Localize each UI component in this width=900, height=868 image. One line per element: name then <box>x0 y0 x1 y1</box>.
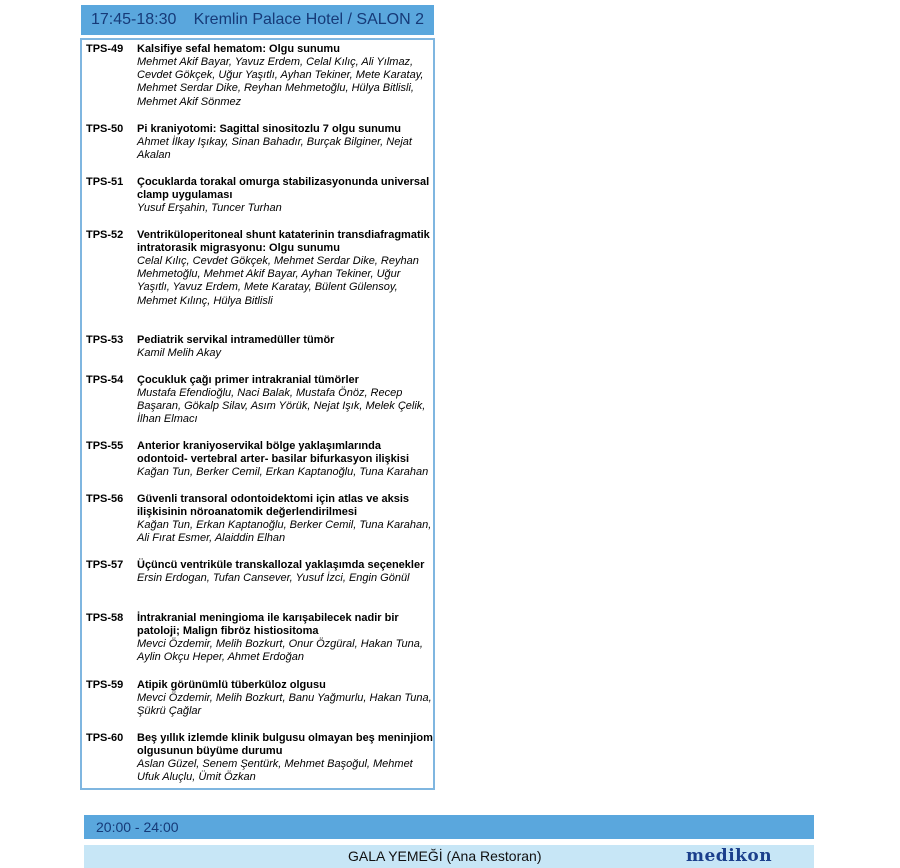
entry-title: Beş yıllık izlemde klinik bulgusu olmayan beş meninjiom olgusunun büyüme durumu <box>137 732 433 757</box>
entry-title: Anterior kraniyoservikal bölge yaklaşımlarında odontoid- vertebral arter- basilar bifurkasyon ilişkisi <box>137 440 410 465</box>
entry-authors: Ersin Erdogan, Tufan Cansever, Yusuf İzci, Engin Gönül <box>137 572 410 584</box>
program-list <box>80 38 435 790</box>
entry-title: Ventriküloperitoneal shunt kataterinin transdiafragmatik intratorasik migrasyonu: Olgu sunumu <box>137 229 430 254</box>
entry-authors: Celal Kılıç, Cevdet Gökçek, Mehmet Serdar Dike, Reyhan Mehmetoğlu, Mehmet Akif Bayar, Ayhan Tekiner, Uğur Yaşıtlı, Yavuz Erdem, Mete Karatay, Bülent Gülensoy, Mehmet Kılınç, Hülya Bitlisli <box>137 255 419 307</box>
entry-code: TPS-51 <box>86 176 124 188</box>
entry-authors: Kamil Melih Akay <box>137 347 221 359</box>
entry-title: Kalsifiye sefal hematom: Olgu sunumu <box>137 43 340 55</box>
session-time: 17:45-18:30 <box>91 11 177 28</box>
entry-title: İntrakranial meningioma ile karışabilecek nadir bir patoloji; Malign fibröz histiositoma <box>137 612 399 637</box>
entry-authors: Kağan Tun, Erkan Kaptanoğlu, Berker Cemil, Tuna Karahan, Ali Fırat Esmer, Alaiddin Elhan <box>137 519 432 545</box>
entry-authors: Yusuf Erşahin, Tuncer Turhan <box>137 202 282 214</box>
entry-code: TPS-50 <box>86 123 124 135</box>
entry-code: TPS-55 <box>86 440 124 452</box>
gala-time-header <box>84 815 814 839</box>
entry-title: Pi kraniyotomi: Sagittal sinositozlu 7 olgu sunumu <box>137 123 402 135</box>
entry-authors: Kağan Tun, Berker Cemil, Erkan Kaptanoğlu, Tuna Karahan <box>137 466 429 478</box>
entry-code: TPS-60 <box>86 732 124 744</box>
entry-code: TPS-59 <box>86 679 124 691</box>
entry-authors: Ahmet İlkay Işıkay, Sinan Bahadır, Burçak Bilginer, Nejat Akalan <box>137 136 412 162</box>
entry-code: TPS-57 <box>86 559 124 571</box>
entry-authors: Aslan Güzel, Senem Şentürk, Mehmet Başoğul, Mehmet Ufuk Aluçlu, Ümit Özkan <box>137 758 413 784</box>
entry-code: TPS-54 <box>86 374 124 386</box>
session-header <box>81 5 434 35</box>
entry-authors: Mevci Özdemir, Melih Bozkurt, Banu Yağmurlu, Hakan Tuna, Şükrü Çağlar <box>137 692 432 718</box>
session-venue: Kremlin Palace Hotel / SALON 2 <box>193 11 424 28</box>
entry-title: Pediatrik servikal intramedüller tümör <box>137 334 335 346</box>
entry-code: TPS-56 <box>86 493 124 505</box>
entry-title: Güvenli transoral odontoidektomi için atlas ve aksis ilişkisinin nöroanatomik değerlendirilmesi <box>137 493 410 518</box>
entry-authors: Mevci Özdemir, Melih Bozkurt, Onur Özgüral, Hakan Tuna, Aylin Okçu Heper, Ahmet Erdoğan <box>137 638 423 664</box>
entry-title: Çocuklarda torakal omurga stabilizasyonunda universal clamp uygulaması <box>137 176 430 201</box>
entry-title: Atipik görünümlü tüberküloz olgusu <box>137 679 326 691</box>
entry-authors: Mehmet Akif Bayar, Yavuz Erdem, Celal Kılıç, Ali Yılmaz, Cevdet Gökçek, Uğur Yaşıtlı, Ayhan Tekiner, Mete Karatay, Mehmet Serdar Dike, Reyhan Mehmetoğlu, Hülya Bitlisli, Mehmet Akif Sönmez <box>137 56 424 108</box>
gala-time: 20:00 - 24:00 <box>96 819 179 835</box>
medikon-logo: medikon <box>686 846 773 866</box>
entry-title: Çocukluk çağı primer intrakranial tümörler <box>137 374 359 386</box>
entry-code: TPS-49 <box>86 43 124 55</box>
entry-code: TPS-52 <box>86 229 124 241</box>
entry-title: Üçüncü ventriküle transkallozal yaklaşımda seçenekler <box>137 559 425 571</box>
entry-code: TPS-53 <box>86 334 124 346</box>
gala-event-row <box>84 845 814 868</box>
entry-authors: Mustafa Efendioğlu, Naci Balak, Mustafa Önöz, Recep Başaran, Gökalp Silav, Asım Yörük, Nejat Işık, Melek Çelik, İlhan Elmacı <box>137 387 426 426</box>
gala-label: GALA YEMEĞİ (Ana Restoran) <box>348 848 542 864</box>
entry-code: TPS-58 <box>86 612 124 624</box>
